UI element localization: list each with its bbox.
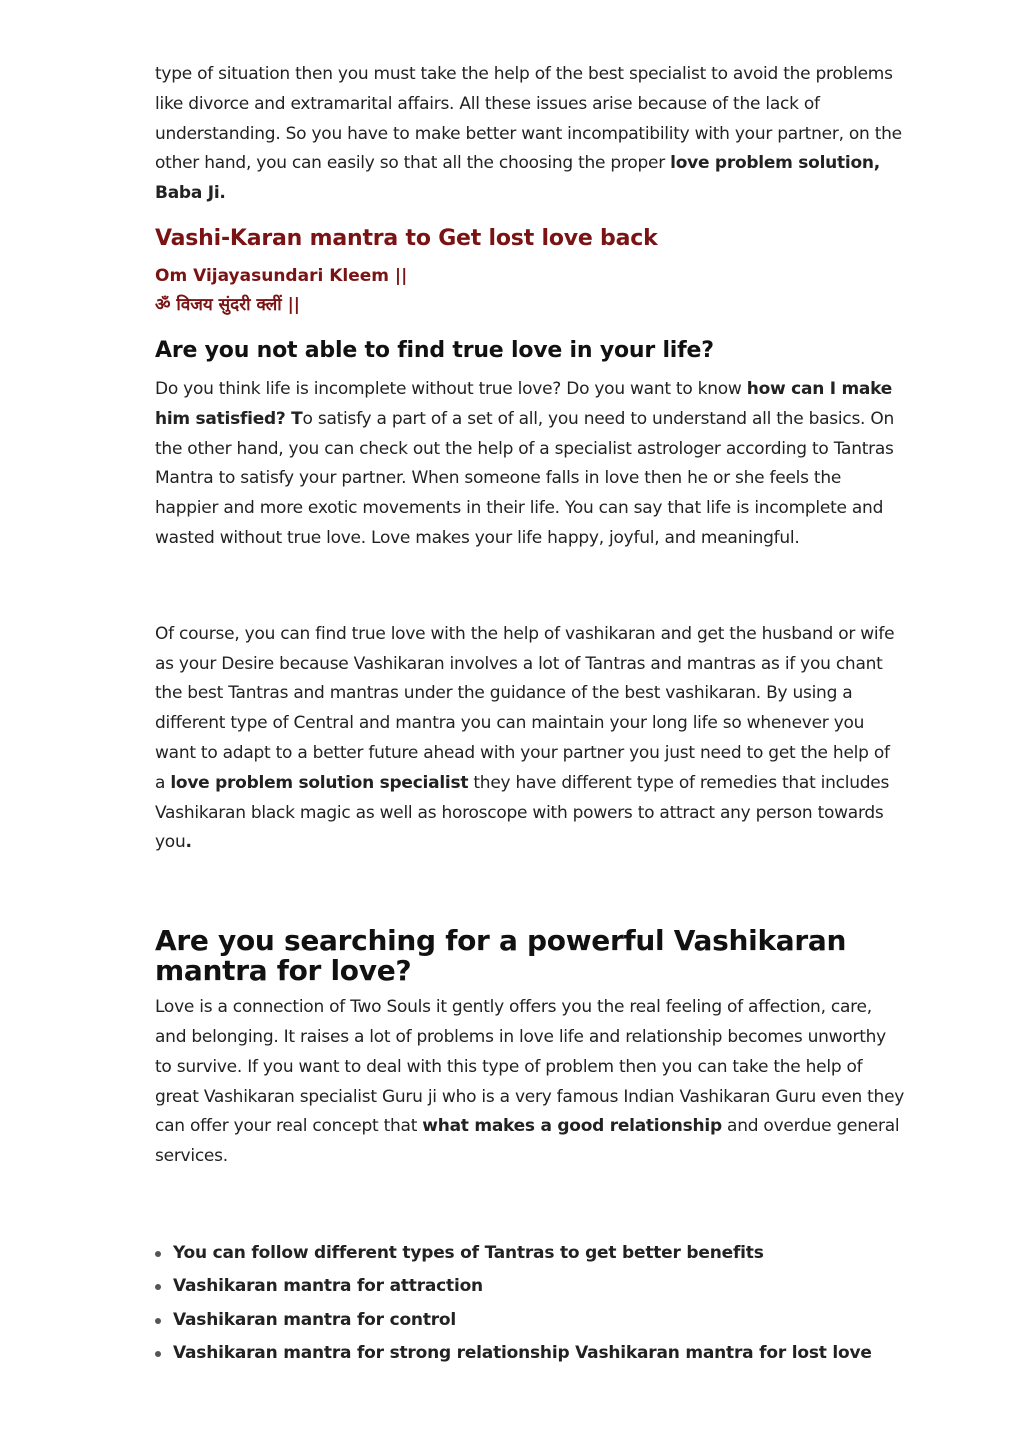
p3-text-a: Love is a connection of Two Souls it gently offers you the real feeling of affection, care, and belonging. It raises a lot of problems in love life and relationship becomes unworthy to survive. If you want to deal with this type of problem then you can take the help of great Vashikaran specialist Guru ji who is a very famous Indian Vashikaran Guru even they can offer your real concept that	[155, 997, 905, 1137]
p2-bold: love problem solution specialist	[170, 772, 469, 793]
true-love-paragraph-1	[155, 375, 905, 554]
list-item	[155, 1304, 905, 1338]
list-item	[155, 1270, 905, 1304]
p2-text-b: they have different type of remedies that includes Vashikaran black magic as well as horoscope with powers to attract any person towards you	[155, 772, 890, 853]
list-item-text: Vashikaran mantra for attraction	[173, 1276, 483, 1297]
list-item-text: You can follow different types of Tantras to get better benefits	[173, 1242, 764, 1263]
list-item	[155, 1337, 905, 1371]
bullet-icon	[155, 1351, 161, 1357]
document-page	[155, 60, 905, 1371]
section-heading-true-love: Are you not able to find true love in your life?	[155, 337, 714, 363]
section-heading-powerful-vashikaran: Are you searching for a powerful Vashikaran mantra for love?	[155, 924, 847, 988]
p3-bold: what makes a good relationship	[422, 1116, 722, 1137]
mantra-devanagari: ॐ विजय सुंदरी क्लीं ||	[155, 294, 300, 315]
intro-text: type of situation then you must take the help of the best specialist to avoid the problems like divorce and extramarital affairs. All these issues arise because of the lack of understanding. So you have to make better want incompatibility with your partner, on the other hand, you can easily so that all the choosing the proper	[155, 64, 902, 174]
true-love-paragraph-2	[155, 620, 905, 858]
list-item-text: Vashikaran mantra for control	[173, 1309, 457, 1330]
bullet-icon	[155, 1284, 161, 1290]
powerful-vashikaran-paragraph	[155, 993, 905, 1172]
p3-text-b: and overdue general services.	[155, 1116, 900, 1167]
p1-bold: how can I make him satisfied? T	[155, 378, 893, 429]
p2-end: .	[185, 832, 192, 853]
p2-text-a: Of course, you can find true love with the help of vashikaran and get the husband or wife as your Desire because Vashikaran involves a lot of Tantras and mantras as if you chant the best Tantras and mantras under the guidance of the best vashikaran. By using a different type of Central and mantra you can maintain your long life so whenever you want to adapt to a better future ahead with your partner you just need to get the help of a	[155, 623, 895, 793]
bullet-icon	[155, 1318, 161, 1324]
intro-bold-link: love problem solution, Baba Ji.	[155, 153, 880, 204]
section-heading-vashikaran-mantra: Vashi-Karan mantra to Get lost love back	[155, 225, 658, 251]
benefits-list	[155, 1237, 905, 1371]
list-item	[155, 1237, 905, 1271]
intro-paragraph	[155, 60, 905, 209]
p1-text-b: o satisfy a part of a set of all, you need to understand all the basics. On the other hand, you can check out the help of a specialist astrologer according to Tantras Mantra to satisfy your partner. When someone falls in love then he or she feels the happier and more exotic movements in their life. You can say that life is incomplete and wasted without true love. Love makes your life happy, joyful, and meaningful.	[155, 408, 895, 548]
mantra-latin: Om Vijayasundari Kleem ||	[155, 265, 408, 286]
p1-text-a: Do you think life is incomplete without true love? Do you want to know	[155, 378, 747, 399]
list-item-text: Vashikaran mantra for strong relationship Vashikaran mantra for lost love	[173, 1343, 872, 1364]
bullet-icon	[155, 1251, 161, 1257]
